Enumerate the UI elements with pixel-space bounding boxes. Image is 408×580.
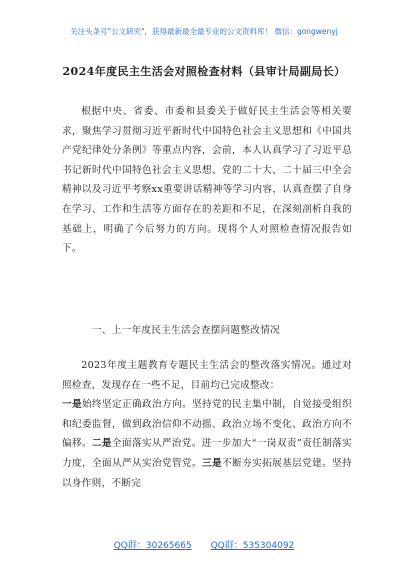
footer (0, 538, 408, 551)
item2-lead: 二是 (91, 438, 112, 450)
item3-lead: 三是 (202, 457, 223, 469)
section-paragraph (62, 356, 352, 493)
section-heading: 一、上一年度民主生活会查摆问题整改情况 (92, 325, 280, 336)
item1-lead: 一是 (62, 399, 83, 411)
footer-qq-group-1[interactable]: QQ群：30265665 (113, 541, 192, 551)
intro-paragraph: 根据中央、省委、市委和县委关于做好民主生活会等相关要求，聚焦学习贯彻习近平新时代中国特色社会主义思想和《中国共产党纪律处分条例》等重点内容，会前，本人认真学习了习近平总书记新时代中国特色社会主义思想、党的二十大、二十届三中全会精神以及习近平考察xx重要讲话精神等学习内容，认真查摆了自身在学习、工作和生活等方面存在的差距和不足，在深刻剖析自我的基础上，明确了今后努力的方向。现将个人对照检查情况报告如下。 (62, 106, 352, 255)
item2-text: 全面落实从严治党。进一步加大“一岗双责”责任制落实力度，全面从严从实治党管党。 (62, 438, 352, 469)
section-intro-text: 2023年度主题教育专题民主生活会的整改落实情况。通过对照检查，发现存在一些不足，目前均已完成整改： (62, 360, 352, 391)
item3-text: 不断夯实拓展基层党建。坚持以身作则，不断完 (62, 457, 352, 489)
header-banner: 关注头条号"公文研究"，获得最新最全最专业的公文资料库！ 微信：gongwenyj (70, 27, 338, 36)
page-title: 2024年度民主生活会对照检查材料（县审计局副局长） (62, 65, 346, 78)
item1-text: 始终坚定正确政治方向。坚持党的民主集中制，自觉接受组织和纪委监督，做到政治信仰不动摇、政治立场不变化、政治方向不偏移。 (62, 399, 352, 450)
footer-qq-group-2[interactable]: QQ群：535304092 (210, 541, 295, 551)
